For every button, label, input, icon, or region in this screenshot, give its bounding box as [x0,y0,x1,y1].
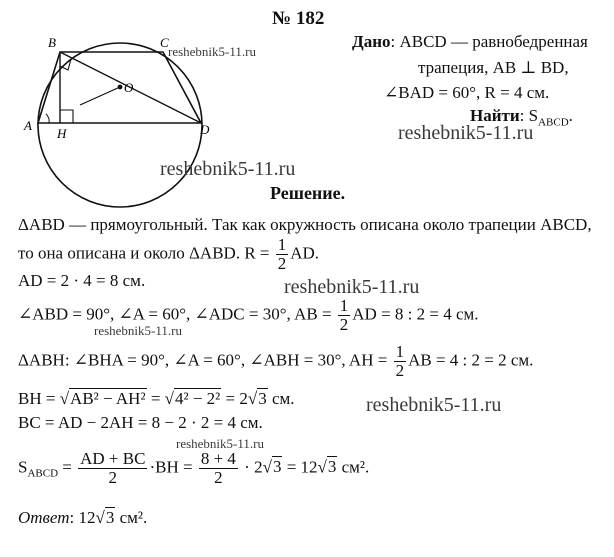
fraction-half: $\frac{1}{2}$ [395,342,405,380]
solution-line-2: то она описана и около ΔABD. R = $\frac{1}{2}$ AD. [18,235,320,273]
find-sub: ABCD [538,116,569,129]
fraction-half: $\frac{1}{2}$ [277,235,287,273]
answer-line: Ответ: 12√3 см². [18,508,148,527]
solution-line-1: ΔABD — прямоугольный. Так как окружность описана около трапеции ABCD, [18,215,592,234]
radical: AB² − AH² [70,389,146,408]
fraction-sum: $\frac{AD + BC}{2}$ [80,449,146,487]
find-text: : S [519,106,539,125]
label-h: H [57,126,67,141]
label-a: A [24,118,32,133]
solution-line-7: BC = AD − 2AH = 8 − 2 · 2 = 4 см. [18,413,263,432]
fraction-half: $\frac{1}{2}$ [339,296,349,334]
watermark: reshebnik5-11.ru [284,276,420,298]
radical: 3 [327,457,337,477]
radius-line [80,87,120,105]
right-angle-mark-h [60,110,73,123]
radical: 4² − 2² [175,389,221,408]
watermark: reshebnik5-11.ru [366,394,502,416]
fraction-values: $\frac{8 + 4}{2}$ [200,449,236,487]
center-point [118,85,123,90]
label-b: B [48,35,56,50]
radical: 3 [105,508,115,527]
find-line: Найти: $S_{ABCD}$. [470,106,573,129]
given-label: Дано [352,32,391,51]
watermark: reshebnik5-11.ru [398,122,534,144]
label-c: C [160,35,169,50]
given-line-1 [352,32,588,52]
given-line-3: ∠BAD = 60°, R = 4 см. [384,83,550,102]
solution-heading: Решение. [270,183,346,203]
watermark: reshebnik5-11.ru [168,44,256,59]
solution-line-5: ΔABH: ∠BHA = 90°, ∠A = 60°, ∠ABH = 30°, AH = $\frac{1}{2}$ AB = 4 : 2 = 2 см. [18,342,534,380]
label-d: D [200,122,210,137]
radical: 3 [258,389,267,408]
solution-line-3: AD = 2 · 4 = 8 см. [18,271,146,290]
angle-arc-a [46,114,49,123]
problem-number: № 182 [272,8,325,29]
answer-label: Ответ [18,508,70,527]
given-text-1: : ABCD — равнобедренная [390,32,588,51]
find-label: Найти [470,106,520,125]
radical: 3 [272,457,282,477]
solution-line-6: BH = √AB² − AH² = √4² − 2² = 2√3 см. [18,389,295,408]
watermark: reshebnik5-11.ru [94,323,182,338]
label-o: O [124,80,134,95]
given-line-2: трапеция, AB ⊥ BD, [418,58,569,77]
watermark: reshebnik5-11.ru [176,436,264,451]
watermark: reshebnik5-11.ru [160,158,296,180]
solution-line-4: ∠ABD = 90°, ∠A = 60°, ∠ADC = 30°, AB = $\frac{1}{2}$ AD = 8 : 2 = 4 см. [18,296,479,334]
solution-line-8: $S_{ABCD}$ = $\frac{AD + BC}{2}$ ·BH = $\frac{8 + 4}{2}$ · 2√3 = 12√3 см². [18,449,370,487]
